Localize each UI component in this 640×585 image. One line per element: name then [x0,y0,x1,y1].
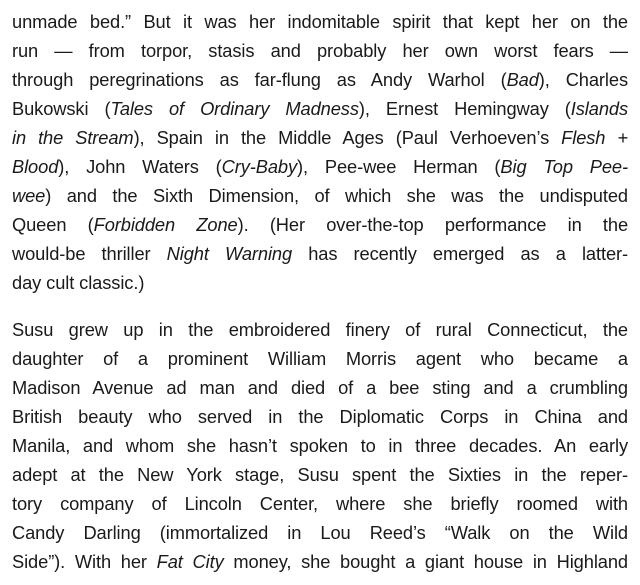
paragraph2-line-3: Madison Avenue ad man and died of a bee sting and a crumbling [12,377,628,398]
paragraph2-line-2: daughter of a prominent William Morris agent who became a [12,348,628,369]
film-title: Night Warning [166,243,293,264]
film-title: Islands [570,98,628,119]
paragraph2-line-4: British beauty who served in the Diplomatic Corps in China and [12,406,628,427]
paragraph2-line-8: Candy Darling (immortalized in Lou Reed’s “Walk on the Wild [12,522,628,543]
paragraph2-line-1: Susu grew up in the embroidered finery of rural Connecticut, the [12,319,628,340]
paragraph1-line-2: run — from torpor, stasis and probably her own worst fears — [12,40,628,61]
film-title: Blood [12,156,59,177]
film-title: wee [12,185,46,206]
paragraph2-line-5: Manila, and whom she hasn’t spoken to in three decades. An early [12,435,628,456]
film-title: Flesh + [561,127,628,148]
film-title: Cry-Baby [221,156,298,177]
paragraph2-line-6: adept at the New York stage, Susu spent the Sixties in the reper- [12,464,628,485]
paragraph2-line-9: Side”). With her Fat City money, she bought a giant house in Highland [12,551,628,572]
paragraph1-line-7: wee) and the Sixth Dimension, of which she was the undisputed [12,185,628,206]
paragraph1-line-8: Queen (Forbidden Zone). (Her over-the-top performance in the [12,214,628,235]
paragraph1-line-3: through peregrinations as far-flung as Andy Warhol (Bad), Charles [12,69,628,90]
paragraph1-line-4: Bukowski (Tales of Ordinary Madness), Ernest Hemingway (Islands [12,98,628,119]
paragraph1-line-6: Blood), John Waters (Cry-Baby), Pee-wee Herman (Big Top Pee- [12,156,628,177]
document-page [12,0,628,585]
paragraph1-line-5: in the Stream), Spain in the Middle Ages (Paul Verhoeven’s Flesh + [12,127,628,148]
film-title: in the Stream [12,127,134,148]
paragraph1-line-10: day cult classic.) [12,272,145,293]
film-title: Bad [506,69,539,90]
paragraph1-line-9: would-be thriller Night Warning has recently emerged as a latter- [12,243,628,264]
paragraph2-line-7: tory company of Lincoln Center, where she briefly roomed with [12,493,628,514]
film-title: Fat City [156,551,224,572]
film-title: Forbidden Zone [93,214,238,235]
paragraph1-line-1: unmade bed.” But it was her indomitable spirit that kept her on the [12,11,628,32]
film-title: Tales of Ordinary Madness [110,98,359,119]
film-title: Big Top Pee- [500,156,628,177]
